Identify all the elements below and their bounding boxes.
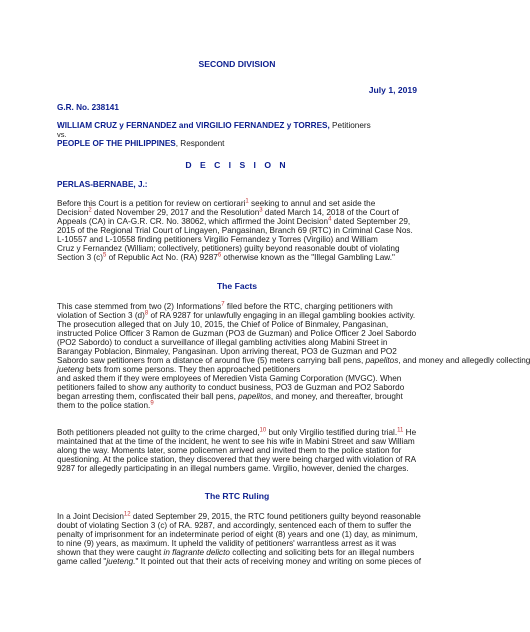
- petitioners-line: [57, 121, 371, 131]
- text-line: 2015 of the Regional Trial Court of Lingayen, Pangasinan, Branch 69 (RTC) in Criminal Case Nos.: [57, 226, 413, 235]
- footnote-ref[interactable]: 6: [217, 252, 222, 259]
- text-line: instructed Police Officer 3 Ramon de Guzman (PO3 de Guzman) and Police Officer 2 Joel Sabordo: [57, 329, 417, 338]
- text-line: to nine (9) years, as maximum. It upheld the validity of petitioners' warrantless arrest as it was: [57, 539, 397, 548]
- text-line: The prosecution alleged that on July 10, 2015, the Chief of Police of Binmaley, Pangasinan,: [57, 320, 389, 329]
- text-line: them to the police station.$^9$: [57, 400, 154, 410]
- ponente: PERLAS-BERNABE, J.:: [57, 180, 148, 189]
- petitioners-role: Petitioners: [329, 121, 371, 130]
- text-line: petitioners failed to show any authority to conduct business, PO3 de Guzman and PO2 Sabordo: [57, 383, 405, 392]
- footnote-ref[interactable]: 5: [102, 252, 107, 259]
- text-line: doubt of violating Section 3 (c) of RA. 9287, and accordingly, sentenced each of them to suffer the: [57, 521, 412, 530]
- footnote-ref[interactable]: 9: [150, 400, 154, 407]
- text-line: shown that they were caught in flagrante delicto collecting and soliciting bets for an illegal numbers: [57, 548, 415, 557]
- section-heading-facts: The Facts: [216, 281, 258, 291]
- text-line: In a Joint Decision$^{12}$ dated September 29, 2015, the RTC found petitioners guilty beyond reasonable: [57, 511, 421, 521]
- text-line: L-10557 and L-10558 finding petitioners Virgilio Fernandez y Torres (Virgilio) and William: [57, 235, 378, 244]
- petitioners-names: WILLIAM CRUZ y FERNANDEZ and VIRGILIO FERNANDEZ y TORRES,: [57, 121, 330, 130]
- footnote-ref[interactable]: 4: [328, 216, 332, 223]
- text-line: Both petitioners pleaded not guilty to the crime charged,$^{10}$ but only Virgilio testified during trial.$^{11}$ He: [57, 427, 417, 437]
- footnote-ref[interactable]: 11: [397, 427, 404, 434]
- text-line: Before this Court is a petition for review on certiorari$^1$ seeking to annul and set aside the: [57, 198, 376, 208]
- text-line: (PO2 Sabordo) to conduct a surveillance of illegal gambling activities along Mabini Street in: [57, 338, 388, 347]
- footnote-ref[interactable]: 10: [259, 427, 267, 434]
- text-line: Section 3 $(c)^5$ of Republic Act No. (RA) 9287$^6$ otherwise known as the "Illegal Gambling Law.": [57, 252, 395, 262]
- gr-number: G.R. No. 238141: [57, 103, 119, 112]
- footnote-ref[interactable]: 12: [123, 511, 131, 518]
- text-line: questioning. At the police station, they discovered that they were being charged with violation of RA: [57, 455, 417, 464]
- respondent-name: PEOPLE OF THE PHILIPPINES: [57, 139, 176, 148]
- footnote-ref[interactable]: 3: [259, 207, 263, 214]
- text-line: game called "jueteng." It pointed out that their acts of receiving money and writing on some pieces of: [57, 557, 422, 566]
- text-line: Barangay Poblacion, Binmaley, Pangasinan. Upon arriving thereat, PO3 de Guzman and PO2: [57, 347, 397, 356]
- respondent-role: , Respondent: [175, 139, 225, 148]
- section-heading-rtc: The RTC Ruling: [204, 491, 270, 501]
- text-line: and asked them if they were employees of Meredien Vista Gaming Corporation (MVGC). When: [57, 374, 402, 383]
- text-line: jueteng bets from some persons. They then approached petitioners: [57, 365, 301, 374]
- versus-label: vs.: [57, 130, 67, 139]
- decision-date: July 1, 2019: [368, 85, 417, 95]
- text-line: maintained that at the time of the incident, he went to see his wife in Mabini Street and saw William: [57, 437, 415, 446]
- text-line: 9287 for allegedly participating in an illegal numbers game. Virgilio, however, denied the charges.: [57, 464, 409, 473]
- text-line: along the way. Moments later, some policemen arrived and invited them to the police station for: [57, 446, 402, 455]
- text-line: This case stemmed from two (2) Informations$^7$ filed before the RTC, charging petitioners with: [57, 301, 393, 311]
- division-heading: SECOND DIVISION: [198, 59, 276, 69]
- decision-heading: D E C I S I O N: [185, 160, 289, 170]
- text-line: Sabordo saw petitioners from a distance of around five (5) meters carrying ball pens, papelitos, and money and allegedly collecting: [57, 356, 530, 365]
- footnote-ref[interactable]: 8: [144, 310, 149, 317]
- text-line: Cruz y Fernandez (William; collectively, petitioners) guilty beyond reasonable doubt of violating: [57, 244, 400, 253]
- text-line: Decision$^2$ dated November 29, 2017 and the Resolution$^3$ dated March 14, 2018 of the Court of: [57, 207, 399, 217]
- text-line: Appeals (CA) in CA-G.R. CR. No. 38062, which affirmed the Joint Decision$^4$ dated September 29,: [57, 216, 411, 226]
- footnote-ref[interactable]: 2: [88, 207, 92, 214]
- text-line: penalty of imprisonment for an indeterminate period of eight (8) years and one (1) day, as minimum,: [57, 530, 418, 539]
- respondent-line: [57, 139, 224, 149]
- text-line: began arresting them, confiscated their ball pens, papelitos, and money, and thereafter, brought: [57, 392, 403, 401]
- text-line: violation of Section 3 $(d)^8$ of RA 9287 for unlawfully engaging in an illegal gambling bookies activity.: [57, 310, 416, 320]
- footnote-ref[interactable]: 1: [245, 198, 249, 205]
- footnote-ref[interactable]: 7: [221, 301, 225, 308]
